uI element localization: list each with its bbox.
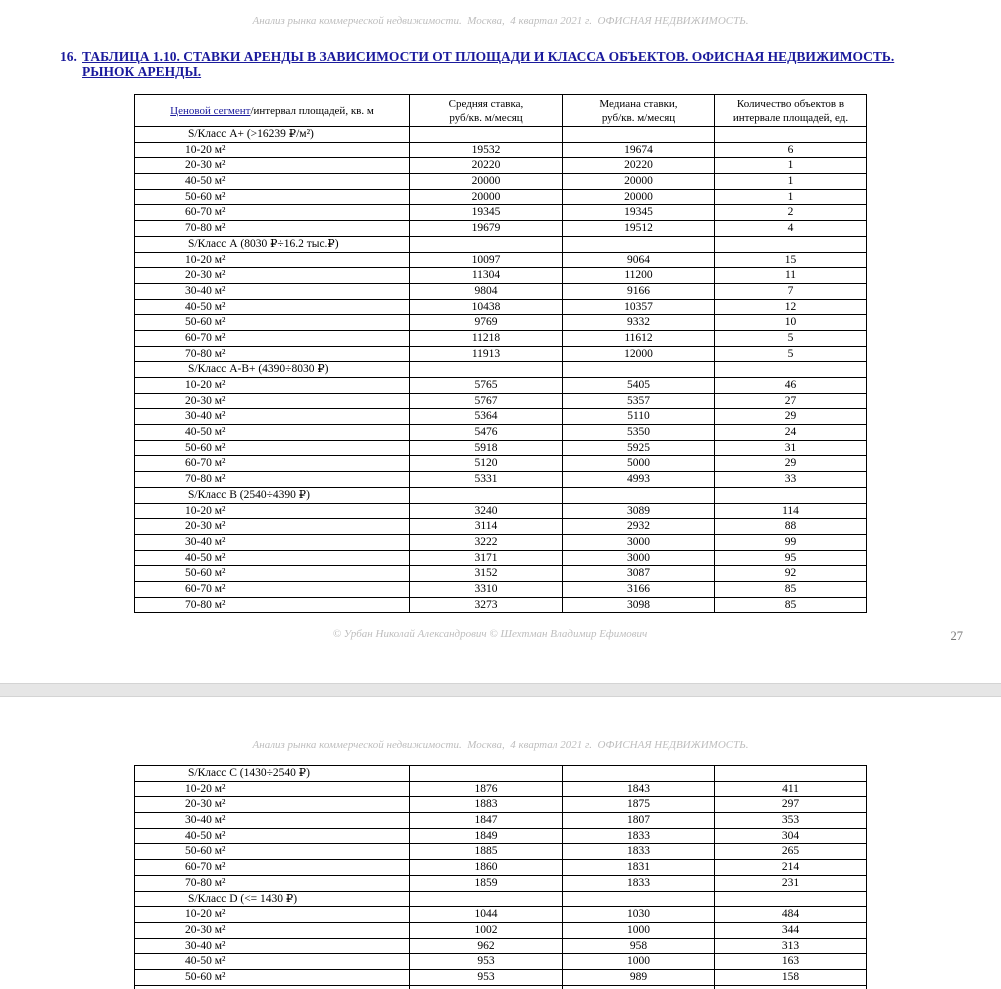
table-row [135,142,867,158]
table-row [135,813,867,829]
median-rate-cell: 5110 [563,409,715,425]
object-count-cell: 95 [715,550,867,566]
object-count-cell: 46 [715,378,867,394]
median-rate-cell: 20000 [563,189,715,205]
table-row [135,346,867,362]
median-rate-cell: 3166 [563,581,715,597]
median-rate-cell [563,985,715,989]
average-rate-cell: 11913 [410,346,563,362]
median-rate-cell: 958 [563,938,715,954]
table-row [135,844,867,860]
average-rate-cell: 11304 [410,268,563,284]
empty-cell [715,362,867,378]
average-rate-cell: 1885 [410,844,563,860]
area-interval-cell: 20-30 м² [135,393,410,409]
median-rate-cell: 10357 [563,299,715,315]
average-rate-cell: 1044 [410,907,563,923]
table-row [135,566,867,582]
object-count-cell: 411 [715,781,867,797]
average-rate-cell: 19679 [410,221,563,237]
table-row [135,221,867,237]
table-row [135,205,867,221]
table-row [135,519,867,535]
column-header-average: Средняя ставка, руб/кв. м/месяц [410,95,563,127]
table-row [135,875,867,891]
object-count-cell: 99 [715,534,867,550]
empty-cell [410,487,563,503]
empty-cell [410,236,563,252]
area-interval-cell: 10-20 м² [135,781,410,797]
object-count-cell: 1 [715,174,867,190]
category-row [135,766,867,782]
median-rate-cell: 989 [563,969,715,985]
median-rate-cell: 3000 [563,550,715,566]
average-rate-cell: 20220 [410,158,563,174]
median-rate-cell: 2932 [563,519,715,535]
empty-cell [563,236,715,252]
average-rate-cell: 5120 [410,456,563,472]
column-header-segment: Ценовой сегмент/интервал площадей, кв. м [135,95,410,127]
average-rate-cell: 5767 [410,393,563,409]
category-row [135,236,867,252]
average-rate-cell: 20000 [410,174,563,190]
average-rate-cell: 20000 [410,189,563,205]
area-interval-cell: 40-50 м² [135,174,410,190]
table-row [135,969,867,985]
object-count-cell: 5 [715,346,867,362]
object-count-cell: 4 [715,221,867,237]
table-row [135,954,867,970]
table-row [135,158,867,174]
area-interval-cell: 20-30 м² [135,268,410,284]
median-rate-cell: 1875 [563,797,715,813]
object-count-cell: 313 [715,938,867,954]
average-rate-cell: 3171 [410,550,563,566]
average-rate-cell: 1849 [410,828,563,844]
object-count-cell: 6 [715,142,867,158]
table-row [135,299,867,315]
area-interval-cell: 60-70 м² [135,456,410,472]
table-row [135,922,867,938]
table-row [135,425,867,441]
object-count-cell: 33 [715,472,867,488]
area-interval-cell: 50-60 м² [135,189,410,205]
table-body [135,766,867,989]
average-rate-cell: 5364 [410,409,563,425]
empty-cell [563,127,715,143]
object-count-cell: 27 [715,393,867,409]
empty-cell [563,487,715,503]
empty-cell [410,891,563,907]
area-interval-cell: 60-70 м² [135,205,410,221]
area-interval-cell: 10-20 м² [135,378,410,394]
average-rate-cell: 3310 [410,581,563,597]
object-count-cell: 353 [715,813,867,829]
average-rate-cell: 9804 [410,283,563,299]
average-rate-cell: 953 [410,969,563,985]
area-interval-cell: 20-30 м² [135,519,410,535]
median-rate-cell: 4993 [563,472,715,488]
category-label: S/Класс D (<= 1430 ₽) [135,891,410,907]
empty-cell [715,236,867,252]
area-interval-cell: 70-80 м² [135,346,410,362]
running-header: Анализ рынка коммерческой недвижимости. Москва, 4 квартал 2021 г. ОФИСНАЯ НЕДВИЖИМОСТЬ. [252,15,749,27]
document-page-2 [0,697,1001,989]
object-count-cell: 15 [715,252,867,268]
title-line-1: ТАБЛИЦА 1.10. СТАВКИ АРЕНДЫ В ЗАВИСИМОСТИ ОТ ПЛОЩАДИ И КЛАССА ОБЪЕКТОВ. ОФИСНАЯ НЕДВИЖИМОСТЬ. [82,49,895,64]
area-interval-cell: 10-20 м² [135,142,410,158]
average-rate-cell: 5765 [410,378,563,394]
table-row [135,409,867,425]
page-separator [0,683,1001,697]
object-count-cell: 12 [715,299,867,315]
category-row [135,362,867,378]
area-interval-cell: 40-50 м² [135,828,410,844]
average-rate-cell: 11218 [410,330,563,346]
area-interval-cell: 20-30 м² [135,797,410,813]
empty-cell [715,487,867,503]
table-row [135,189,867,205]
area-interval-cell: 30-40 м² [135,409,410,425]
area-interval-cell: 60-70 м² [135,330,410,346]
area-interval-cell: 60-70 м² [135,581,410,597]
average-rate-cell: 19532 [410,142,563,158]
object-count-cell: 344 [715,922,867,938]
area-interval-cell [135,985,410,989]
column-header-count: Количество объектов в интервале площадей, ед. [715,95,867,127]
table-row [135,797,867,813]
table-row [135,828,867,844]
average-rate-cell: 9769 [410,315,563,331]
median-rate-cell: 19345 [563,205,715,221]
running-header: Анализ рынка коммерческой недвижимости. Москва, 4 квартал 2021 г. ОФИСНАЯ НЕДВИЖИМОСТЬ. [252,739,749,751]
area-interval-cell: 70-80 м² [135,597,410,613]
title-line-2: РЫНОК АРЕНДЫ. [82,64,202,79]
median-rate-cell: 19512 [563,221,715,237]
category-label: S/Класс А+ (>16239 ₽/м²) [135,127,410,143]
empty-cell [715,127,867,143]
area-interval-cell: 70-80 м² [135,472,410,488]
table-row [135,503,867,519]
median-rate-cell: 1833 [563,875,715,891]
average-rate-cell: 10438 [410,299,563,315]
table-row [135,283,867,299]
median-rate-cell: 19674 [563,142,715,158]
table-row [135,252,867,268]
area-interval-cell: 70-80 м² [135,875,410,891]
object-count-cell: 29 [715,456,867,472]
median-rate-cell: 9166 [563,283,715,299]
empty-cell [410,766,563,782]
average-rate-cell: 5918 [410,440,563,456]
average-rate-cell: 953 [410,954,563,970]
table-row [135,581,867,597]
area-interval-cell: 50-60 м² [135,844,410,860]
area-interval-cell: 40-50 м² [135,425,410,441]
area-interval-cell: 50-60 м² [135,315,410,331]
object-count-cell: 92 [715,566,867,582]
median-rate-cell: 1807 [563,813,715,829]
table-body [135,127,867,613]
area-interval-cell: 30-40 м² [135,283,410,299]
area-interval-cell: 10-20 м² [135,503,410,519]
table-row [135,378,867,394]
median-rate-cell: 12000 [563,346,715,362]
median-rate-cell: 1833 [563,828,715,844]
table-title [60,49,960,79]
object-count-cell: 231 [715,875,867,891]
table-row [135,985,867,989]
object-count-cell: 304 [715,828,867,844]
median-rate-cell: 20000 [563,174,715,190]
empty-cell [563,766,715,782]
median-rate-cell: 11612 [563,330,715,346]
median-rate-cell: 3000 [563,534,715,550]
median-rate-cell: 9064 [563,252,715,268]
area-interval-cell: 70-80 м² [135,221,410,237]
category-label: S/Класс А (8030 ₽÷16.2 тыс.₽) [135,236,410,252]
average-rate-cell: 1847 [410,813,563,829]
area-interval-cell: 60-70 м² [135,860,410,876]
area-interval-cell: 50-60 м² [135,969,410,985]
average-rate-cell: 1876 [410,781,563,797]
table-row [135,268,867,284]
table-row [135,534,867,550]
table-row [135,938,867,954]
object-count-cell: 85 [715,597,867,613]
table-row [135,781,867,797]
object-count-cell: 1 [715,158,867,174]
object-count-cell: 10 [715,315,867,331]
object-count-cell: 1 [715,189,867,205]
median-rate-cell: 3087 [563,566,715,582]
median-rate-cell: 1000 [563,922,715,938]
table-row [135,456,867,472]
page-number: 27 [950,629,963,643]
median-rate-cell: 5350 [563,425,715,441]
average-rate-cell: 3222 [410,534,563,550]
table-row [135,393,867,409]
average-rate-cell: 3152 [410,566,563,582]
average-rate-cell: 1860 [410,860,563,876]
object-count-cell: 85 [715,581,867,597]
median-rate-cell: 9332 [563,315,715,331]
area-interval-cell: 10-20 м² [135,907,410,923]
category-label: S/Класс В (2540÷4390 ₽) [135,487,410,503]
average-rate-cell: 19345 [410,205,563,221]
object-count-cell: 88 [715,519,867,535]
area-interval-cell: 20-30 м² [135,922,410,938]
category-row [135,487,867,503]
area-interval-cell: 30-40 м² [135,534,410,550]
object-count-cell: 5 [715,330,867,346]
table-row [135,174,867,190]
median-rate-cell: 1030 [563,907,715,923]
median-rate-cell: 5000 [563,456,715,472]
area-interval-cell: 50-60 м² [135,566,410,582]
average-rate-cell: 5331 [410,472,563,488]
object-count-cell: 214 [715,860,867,876]
area-interval-cell: 40-50 м² [135,550,410,566]
average-rate-cell: 3114 [410,519,563,535]
object-count-cell [715,985,867,989]
object-count-cell: 158 [715,969,867,985]
table-row [135,907,867,923]
empty-cell [715,891,867,907]
object-count-cell: 11 [715,268,867,284]
object-count-cell: 265 [715,844,867,860]
object-count-cell: 7 [715,283,867,299]
object-count-cell: 163 [715,954,867,970]
table-row [135,597,867,613]
area-interval-cell: 50-60 м² [135,440,410,456]
table-row [135,315,867,331]
average-rate-cell: 1002 [410,922,563,938]
median-rate-cell: 3089 [563,503,715,519]
area-interval-cell: 40-50 м² [135,299,410,315]
column-header-median: Медиана ставки, руб/кв. м/месяц [563,95,715,127]
area-interval-cell: 30-40 м² [135,813,410,829]
average-rate-cell: 1859 [410,875,563,891]
median-rate-cell: 1843 [563,781,715,797]
object-count-cell: 2 [715,205,867,221]
table-row [135,860,867,876]
object-count-cell: 31 [715,440,867,456]
median-rate-cell: 5925 [563,440,715,456]
average-rate-cell: 10097 [410,252,563,268]
category-row [135,891,867,907]
footer-copyright: © Урбан Николай Александрович © Шехтман Владимир Ефимович [332,628,648,640]
rental-rates-table-continued [134,765,867,989]
table-row [135,550,867,566]
median-rate-cell: 11200 [563,268,715,284]
area-interval-cell: 40-50 м² [135,954,410,970]
median-rate-cell: 3098 [563,597,715,613]
object-count-cell: 297 [715,797,867,813]
average-rate-cell: 3273 [410,597,563,613]
table-row [135,330,867,346]
area-interval-cell: 20-30 м² [135,158,410,174]
object-count-cell: 29 [715,409,867,425]
object-count-cell: 484 [715,907,867,923]
median-rate-cell: 1833 [563,844,715,860]
area-interval-cell: 30-40 м² [135,938,410,954]
category-label: S/Класс А-В+ (4390÷8030 ₽) [135,362,410,378]
average-rate-cell: 1883 [410,797,563,813]
average-rate-cell: 962 [410,938,563,954]
empty-cell [563,362,715,378]
empty-cell [715,766,867,782]
median-rate-cell: 1831 [563,860,715,876]
area-interval-cell: 10-20 м² [135,252,410,268]
empty-cell [563,891,715,907]
median-rate-cell: 20220 [563,158,715,174]
median-rate-cell: 5357 [563,393,715,409]
object-count-cell: 114 [715,503,867,519]
table-row [135,472,867,488]
empty-cell [410,362,563,378]
median-rate-cell: 1000 [563,954,715,970]
empty-cell [410,127,563,143]
rental-rates-table [134,94,867,613]
average-rate-cell: 5476 [410,425,563,441]
table-header-row [135,95,867,127]
category-row [135,127,867,143]
object-count-cell: 24 [715,425,867,441]
median-rate-cell: 5405 [563,378,715,394]
table-row [135,440,867,456]
section-number: 16. [60,49,77,64]
average-rate-cell: 3240 [410,503,563,519]
category-label: S/Класс С (1430÷2540 ₽) [135,766,410,782]
price-segment-link[interactable]: Ценовой сегмент [170,104,251,117]
average-rate-cell [410,985,563,989]
